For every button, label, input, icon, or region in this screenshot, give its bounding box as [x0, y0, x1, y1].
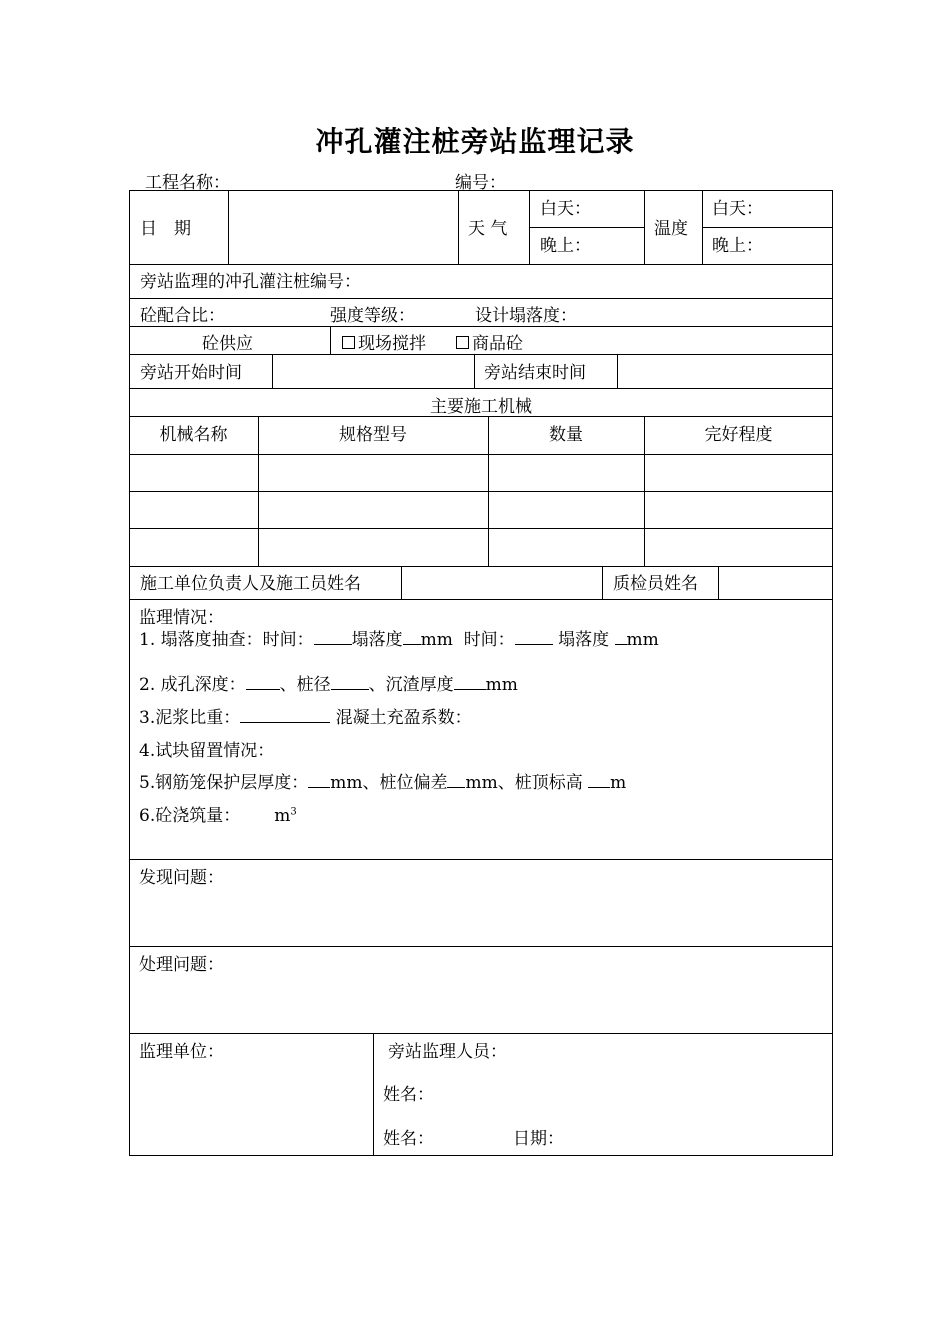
pour-volume-line[interactable]: [139, 801, 297, 826]
date-label: 日 期: [140, 219, 191, 239]
blank[interactable]: [447, 770, 465, 788]
unit-m: m: [610, 773, 627, 793]
blank[interactable]: [308, 770, 330, 788]
mud-density-label: 3.泥浆比重：: [139, 708, 241, 728]
divider: [129, 1033, 833, 1034]
filling-coefficient-label: 混凝土充盈系数：: [335, 708, 472, 728]
unit-mm: mm: [485, 675, 518, 695]
divider: [718, 566, 719, 599]
pile-number-field[interactable]: 旁站监理的冲孔灌注桩编号：: [140, 272, 361, 292]
checkbox-icon: [342, 336, 355, 349]
project-name-label: 工程名称：: [145, 173, 230, 193]
divider: [129, 354, 833, 355]
unit-mm: mm: [626, 630, 659, 650]
start-time-label: 旁站开始时间: [140, 363, 242, 383]
blank[interactable]: [246, 672, 280, 690]
start-time-field[interactable]: [274, 356, 472, 386]
ready-mix-label: 商品砼: [472, 334, 523, 354]
rebar-cover-label: 5.钢筋笼保护层厚度：: [139, 773, 309, 793]
mud-density-line[interactable]: [139, 703, 472, 728]
divider: [129, 388, 833, 389]
blank[interactable]: [454, 672, 486, 690]
checkbox-icon: [456, 336, 469, 349]
pile-diameter-label: 、桩径: [279, 675, 331, 695]
divider: [129, 599, 833, 600]
slump-label: 塌落度: [351, 630, 403, 650]
mix-ratio-field[interactable]: 砼配合比：: [140, 306, 225, 326]
divider: [330, 326, 331, 354]
date-field[interactable]: 日期：: [513, 1129, 564, 1149]
divider: [129, 264, 833, 265]
table-row[interactable]: [129, 491, 833, 492]
slump-time-label: 时间：: [463, 630, 515, 650]
sediment-thickness-label: 、沉渣厚度: [368, 675, 454, 695]
end-time-field[interactable]: [619, 356, 831, 386]
hole-depth-line[interactable]: [139, 670, 518, 695]
problems-found-field[interactable]: [131, 886, 831, 942]
divider: [401, 566, 402, 599]
divider: [644, 190, 645, 264]
end-time-label: 旁站结束时间: [484, 363, 586, 383]
unit-mm: mm: [420, 630, 453, 650]
divider: [602, 566, 603, 599]
divider: [129, 946, 833, 947]
divider: [129, 566, 833, 567]
problems-found-label: 发现问题：: [139, 868, 224, 888]
pour-volume-label: 6.砼浇筑量：: [139, 806, 241, 826]
slump-label: 塌落度: [558, 630, 610, 650]
divider: [129, 859, 833, 860]
date-field[interactable]: [230, 192, 456, 262]
pile-top-elevation-label: mm、桩顶标高: [465, 773, 583, 793]
qc-inspector-label: 质检员姓名: [613, 574, 698, 594]
design-slump-field[interactable]: 设计塌落度：: [475, 306, 577, 326]
blank[interactable]: [240, 705, 330, 723]
weather-label: 天 气: [468, 219, 508, 239]
concrete-supply-label: 砼供应: [202, 334, 253, 354]
temperature-day-field[interactable]: 白天：: [712, 199, 763, 219]
page-title: 冲孔灌注桩旁站监理记录: [315, 125, 635, 158]
divider: [373, 1033, 374, 1156]
unit-m3: m: [274, 806, 291, 826]
qc-inspector-field[interactable]: [720, 568, 831, 597]
blank[interactable]: [588, 770, 610, 788]
supervision-unit-label: 监理单位：: [139, 1042, 224, 1062]
hole-depth-label: 2. 成孔深度：: [139, 675, 246, 695]
supervision-heading: 监理情况：: [139, 608, 224, 628]
machine-name-header: 机械名称: [159, 425, 228, 445]
divider: [129, 416, 833, 417]
record-number-label: 编号：: [455, 173, 506, 193]
contractor-staff-field[interactable]: [403, 568, 600, 597]
divider: [617, 354, 618, 388]
divider: [272, 354, 273, 388]
blank[interactable]: [615, 627, 627, 645]
weather-day-field[interactable]: 白天：: [540, 199, 591, 219]
blank[interactable]: [314, 627, 352, 645]
divider: [702, 227, 833, 228]
ready-mix-checkbox[interactable]: [456, 329, 523, 354]
name-field[interactable]: 姓名：: [383, 1129, 434, 1149]
weather-night-field[interactable]: 晚上：: [540, 236, 591, 256]
name-field[interactable]: 姓名：: [383, 1085, 434, 1105]
unit-superscript: 3: [290, 806, 297, 818]
temperature-night-field[interactable]: 晚上：: [712, 236, 763, 256]
divider: [458, 190, 459, 264]
contractor-staff-label: 施工单位负责人及施工员姓名: [140, 574, 361, 594]
rebar-cover-line[interactable]: [139, 768, 626, 793]
blank[interactable]: [515, 627, 553, 645]
test-block-label: 4.试块留置情况：: [139, 741, 275, 761]
problems-handled-field[interactable]: [131, 973, 831, 1031]
slump-check-line[interactable]: [139, 625, 659, 650]
temperature-label: 温度: [654, 219, 688, 239]
blank[interactable]: [331, 672, 369, 690]
blank[interactable]: [403, 627, 421, 645]
divider: [474, 354, 475, 388]
table-row[interactable]: [129, 454, 833, 455]
divider: [129, 326, 833, 327]
quantity-header: 数量: [549, 425, 583, 445]
slump-time-label: 1. 塌落度抽查：时间：: [139, 630, 314, 650]
divider: [228, 190, 229, 264]
divider: [529, 227, 644, 228]
site-supervisor-label: 旁站监理人员：: [388, 1042, 507, 1062]
model-spec-header: 规格型号: [339, 425, 407, 445]
strength-grade-field[interactable]: 强度等级：: [330, 306, 415, 326]
site-mixed-label: 现场搅拌: [358, 334, 426, 354]
problems-handled-label: 处理问题：: [139, 955, 224, 975]
divider: [129, 298, 833, 299]
machinery-title: 主要施工机械: [430, 397, 532, 417]
table-row[interactable]: [129, 528, 833, 529]
site-mixed-checkbox[interactable]: [342, 329, 426, 354]
pile-offset-label: mm、桩位偏差: [330, 773, 448, 793]
condition-header: 完好程度: [704, 425, 773, 445]
